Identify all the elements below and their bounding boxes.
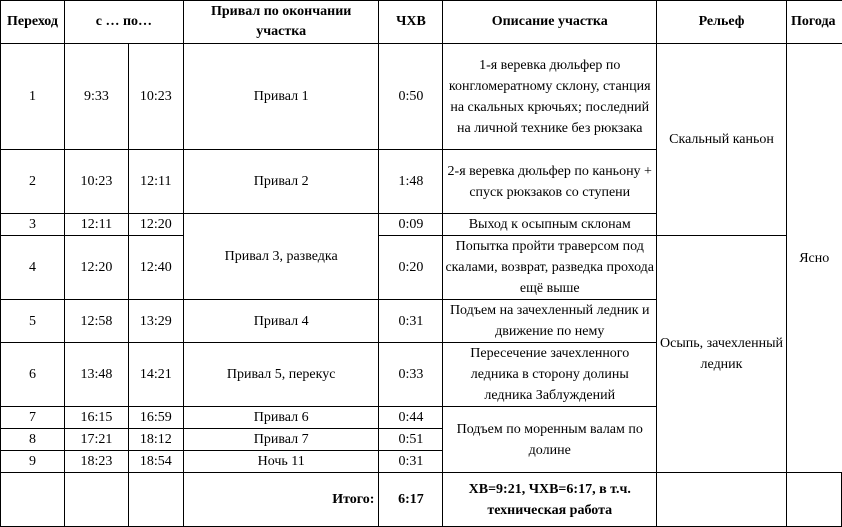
time-to: 18:12 <box>128 429 183 451</box>
header-description: Описание участка <box>443 1 657 44</box>
rest-cell: Привал 6 <box>183 407 379 429</box>
relief-cell-rock: Скальный каньон <box>657 44 787 236</box>
relief-cell-scree: Осыпь, зачехленный ледник <box>657 236 787 473</box>
transition-number: 3 <box>1 214 65 236</box>
header-row <box>1 1 842 44</box>
time-from: 17:21 <box>64 429 128 451</box>
header-weather: Погода <box>786 1 841 44</box>
rest-cell: Привал 5, перекус <box>183 343 379 407</box>
rest-cell: Привал 4 <box>183 300 379 343</box>
chv-cell: 0:50 <box>379 44 443 150</box>
rest-cell: Ночь 11 <box>183 451 379 473</box>
header-rest: Привал по окончании участка <box>183 1 379 44</box>
chv-cell: 0:20 <box>379 236 443 300</box>
description-cell: 1-я веревка дюльфер по конгломератному склону, станция на скальных крючьях; последний на личной технике без рюкзака <box>443 44 657 150</box>
header-chv: ЧХВ <box>379 1 443 44</box>
chv-cell: 0:31 <box>379 451 443 473</box>
description-cell: Подъем на зачехленный ледник и движение по нему <box>443 300 657 343</box>
total-empty-cell <box>64 473 128 527</box>
chv-cell: 1:48 <box>379 150 443 214</box>
total-note: ХВ=9:21, ЧХВ=6:17, в т.ч. техническая работа <box>443 473 657 527</box>
transition-number: 9 <box>1 451 65 473</box>
chv-cell: 0:09 <box>379 214 443 236</box>
time-from: 12:11 <box>64 214 128 236</box>
total-row <box>1 473 842 527</box>
total-empty-cell <box>1 473 65 527</box>
time-to: 12:11 <box>128 150 183 214</box>
time-from: 9:33 <box>64 44 128 150</box>
time-from: 12:20 <box>64 236 128 300</box>
time-to: 12:20 <box>128 214 183 236</box>
description-cell: Попытка пройти траверсом под скалами, возврат, разведка прохода ещё выше <box>443 236 657 300</box>
description-cell: Пересечение зачехленного ледника в сторону долины ледника Заблуждений <box>443 343 657 407</box>
total-empty-cell <box>786 473 841 527</box>
header-transition: Переход <box>1 1 65 44</box>
rest-cell: Привал 7 <box>183 429 379 451</box>
total-empty-cell <box>128 473 183 527</box>
transition-number: 6 <box>1 343 65 407</box>
time-from: 13:48 <box>64 343 128 407</box>
transition-number: 4 <box>1 236 65 300</box>
description-cell: 2-я веревка дюльфер по каньону + спуск рюкзаков со ступени <box>443 150 657 214</box>
time-from: 12:58 <box>64 300 128 343</box>
header-from-to: с … по… <box>64 1 183 44</box>
time-to: 10:23 <box>128 44 183 150</box>
total-empty-cell <box>657 473 787 527</box>
total-chv: 6:17 <box>379 473 443 527</box>
description-cell: Выход к осыпным склонам <box>443 214 657 236</box>
weather-cell: Ясно <box>786 44 841 473</box>
time-to: 18:54 <box>128 451 183 473</box>
chv-cell: 0:31 <box>379 300 443 343</box>
transition-number: 2 <box>1 150 65 214</box>
time-to: 13:29 <box>128 300 183 343</box>
time-from: 10:23 <box>64 150 128 214</box>
transition-number: 5 <box>1 300 65 343</box>
total-label: Итого: <box>183 473 379 527</box>
time-to: 14:21 <box>128 343 183 407</box>
time-to: 12:40 <box>128 236 183 300</box>
table-row <box>1 44 842 150</box>
transition-number: 1 <box>1 44 65 150</box>
time-from: 16:15 <box>64 407 128 429</box>
header-relief: Рельеф <box>657 1 787 44</box>
time-from: 18:23 <box>64 451 128 473</box>
description-cell: Подъем по моренным валам по долине <box>443 407 657 473</box>
chv-cell: 0:33 <box>379 343 443 407</box>
rest-cell: Привал 3, разведка <box>183 214 379 300</box>
transition-number: 7 <box>1 407 65 429</box>
table-row <box>1 236 842 300</box>
rest-cell: Привал 2 <box>183 150 379 214</box>
time-to: 16:59 <box>128 407 183 429</box>
chv-cell: 0:51 <box>379 429 443 451</box>
rest-cell: Привал 1 <box>183 44 379 150</box>
transition-number: 8 <box>1 429 65 451</box>
chv-cell: 0:44 <box>379 407 443 429</box>
